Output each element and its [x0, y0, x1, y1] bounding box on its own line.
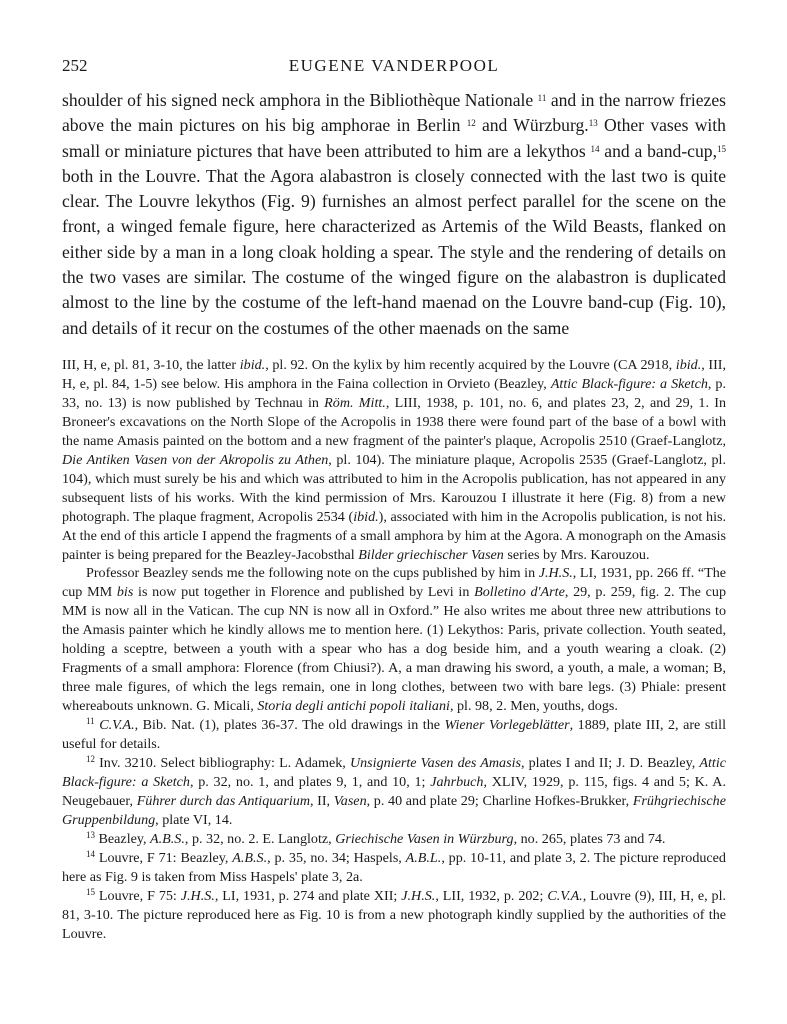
text-run: , LII, 1932, p. 202;: [435, 887, 548, 904]
italic-text: Röm. Mitt.: [324, 394, 386, 411]
italic-text: Frühgriechische Gruppenbildung: [62, 792, 726, 828]
text-run: , 29, p. 259, fig. 2. The cup MM is now all in the Vatican. The cup NN is now all in Oxford.” He also writes me about three new attributions to the Amasis painter which he kindly allows me to mention here. (1) Lekythos: Paris, private collection. Youth seated, holding a sceptre, between a youth with a spear who has a dog beside him, and a youth wearing a cloak. (2) Fragments of a small amphora: Florence (from Chiusi?). A, a man drawing his sword, a youth, a male, a woman; B, three male figures, of which the legs remain, one in long clothes, between two with bare legs. (3) Phiale: present whereabouts unknown. G. Micali,: [62, 584, 726, 715]
footnote-ref: 11: [86, 716, 95, 727]
main-paragraph: [62, 88, 726, 341]
italic-text: Wiener Vorlegeblätter: [444, 717, 570, 734]
footnote-ref: 15: [86, 886, 95, 897]
footnotes: [62, 356, 726, 944]
italic-text: Jahrbuch: [430, 773, 484, 790]
italic-text: A.B.S.: [232, 849, 268, 866]
text-run: , II,: [310, 792, 334, 809]
text-run: shoulder of his signed neck amphora in the Bibliothèque Nationale: [62, 90, 538, 110]
text-run: and in the narrow friezes above the main pictures on his big amphorae in Berlin: [62, 90, 726, 136]
italic-text: J.H.S.: [180, 887, 215, 904]
footnote-ref: 13: [588, 118, 598, 129]
footnote-paragraph: [62, 754, 726, 830]
italic-text: J.H.S.: [538, 565, 573, 582]
footnote-ref: 14: [86, 848, 95, 859]
text-run: Louvre, F 71: Beazley,: [95, 849, 233, 866]
italic-text: Die Antiken Vasen von der Akropolis zu Athen: [62, 451, 329, 468]
italic-text: Storia degli antichi popoli italiani: [257, 698, 450, 715]
italic-text: ibid.: [353, 508, 379, 525]
text-run: , no. 265, plates 73 and 74.: [513, 830, 666, 847]
text-run: , p. 32, no. 2. E. Langlotz,: [184, 830, 336, 847]
footnote-ref: 15: [716, 143, 726, 154]
italic-text: C.V.A.: [99, 717, 135, 734]
text-run: , 1889, plate III, 2, are still useful for details.: [62, 717, 726, 753]
text-run: is now put together in Florence and published by Levi in: [133, 584, 475, 601]
text-run: Professor Beazley sends me the following note on the cups published by him in: [86, 565, 539, 582]
text-run: , p. 33, no. 13) is now published by Technau in: [62, 375, 726, 411]
text-run: , III, H, e, pl. 84, 1-5) see below. His amphora in the Faina collection in Orvieto (Beazley,: [62, 357, 727, 392]
text-run: , LIII, 1938, p. 101, no. 6, and plates 23, 2, and 29, 1. In Broneer's excavations on the North Slope of the Acropolis in 1938 there were found part of the base of a bowl with the name Amasis painted on the bottom and a new fragment of the painter's plaque, Acropolis 2510 (Graef-Langlotz,: [62, 394, 726, 449]
footnote-ref: 14: [590, 143, 600, 154]
main-text: [62, 88, 726, 341]
footnote-ref: 12: [86, 754, 95, 765]
footnote-paragraph: [62, 830, 726, 849]
text-run: , pl. 92. On the kylix by him recently acquired by the Louvre (CA 2918,: [265, 357, 676, 373]
text-run: ), associated with him in the Acropolis publication, is not his. At the end of this article I append the fragments of a small amphora by him at the Agora. A monograph on the Amasis painter is being prepared for the Beazley-Jacobsthal: [62, 508, 726, 563]
italic-text: C.V.A.: [547, 887, 583, 904]
italic-text: A.B.S.: [150, 830, 185, 847]
footnote-paragraph: [62, 887, 726, 944]
text-run: , pp. 10-11, and plate 3, 2. The picture reproduced here as Fig. 9 is taken from Miss Haspels' plate 3, 2a.: [62, 849, 726, 885]
text-run: , p. 32, no. 1, and plates 9, 1, and 10, 1;: [189, 773, 431, 790]
page-number: 252: [62, 56, 88, 75]
text-run: , LI, 1931, p. 274 and plate XII;: [214, 887, 402, 904]
text-run: , pl. 98, 2. Men, youths, dogs.: [449, 698, 618, 715]
italic-text: Unsignierte Vasen des Amasis: [349, 755, 521, 772]
text-run: , plate VI, 14.: [155, 811, 233, 828]
italic-text: bis: [116, 584, 134, 601]
text-run: , p. 35, no. 34; Haspels,: [267, 849, 406, 866]
italic-text: Vasen: [333, 792, 367, 809]
text-run: , p. 40 and plate 29; Charline Hofkes-Brukker,: [366, 792, 633, 809]
text-run: and Würzburg.: [475, 115, 589, 136]
text-run: , LI, 1931, pp. 266 ff. “The cup MM: [62, 565, 726, 601]
text-run: both in the Louvre. That the Agora alabastron is closely connected with the last two is quite clear. The Louvre lekythos (Fig. 9) furnishes an almost perfect parallel for the scene on the front, a winged female figure, here characterized as Artemis of the Wild Beasts, flanked on either side by a man in a long cloak holding a spear. The style and the rendering of details on the two vases are similar. The costume of the winged figure on the alabastron is duplicated almost to the line by the costume of the left-hand maenad on the Louvre band-cup (Fig. 10), and details of it recur on the costumes of the other maenads on the same: [62, 165, 726, 338]
italic-text: A.B.L.: [405, 849, 442, 866]
footnote-ref: 13: [86, 829, 95, 840]
footnote-paragraph: [62, 849, 726, 887]
footnote-paragraph: [62, 356, 726, 564]
text-run: Louvre, F 75:: [95, 887, 181, 904]
italic-text: Bolletino d'Arte: [474, 584, 565, 601]
text-run: , pl. 104). The miniature plaque, Acropolis 2535 (Graef-Langlotz, pl. 104), which must surely be his and which was attributed to him in the Acropolis publication, has not appeared in any subsequent lists of his works. With the kind permission of Mrs. Karouzou I illustrate it here (Fig. 8) from a new photograph. The plaque fragment, Acropolis 2534 (: [62, 451, 726, 525]
text-run: Inv. 3210. Select bibliography: L. Adamek,: [95, 755, 350, 772]
text-run: , XLIV, 1929, p. 115, figs. 4 and 5; K. A. Neugebauer,: [62, 773, 726, 809]
italic-text: Führer durch das Antiquarium: [136, 792, 310, 809]
italic-text: ibid.: [675, 357, 702, 373]
footnote-paragraph: [62, 564, 726, 716]
footnote-ref: 11: [537, 93, 547, 103]
text-run: Beazley,: [95, 830, 151, 847]
text-run: Other vases with small or miniature pictures that have been attributed to him are a lekythos: [62, 115, 726, 161]
text-run: , Louvre (9), III, H, e, pl. 81, 3-10. The picture reproduced here as Fig. 10 is from a new photograph kindly supplied by the authorities of the Louvre.: [62, 887, 727, 942]
footnote-paragraph: [62, 716, 726, 754]
italic-text: Griechische Vasen in Würzburg: [335, 830, 514, 847]
footnote-ref: 12: [466, 118, 476, 129]
running-head: EUGENE VANDERPOOL: [288, 56, 500, 75]
text-run: and a band-cup,: [599, 140, 717, 161]
page-header: [62, 56, 726, 80]
italic-text: J.H.S.: [401, 887, 436, 904]
text-run: , plates I and II; J. D. Beazley,: [520, 755, 700, 772]
italic-text: Attic Black-figure: a Sketch: [550, 375, 708, 392]
text-run: series by Mrs. Karouzou.: [503, 546, 650, 563]
italic-text: Attic Black-figure: a Sketch: [62, 755, 726, 790]
text-run: III, H, e, pl. 81, 3-10, the latter: [62, 357, 240, 373]
text-run: , Bib. Nat. (1), plates 36-37. The old drawings in the: [134, 717, 445, 734]
italic-text: Bilder griechischer Vasen: [358, 546, 504, 563]
italic-text: ibid.: [239, 357, 266, 373]
